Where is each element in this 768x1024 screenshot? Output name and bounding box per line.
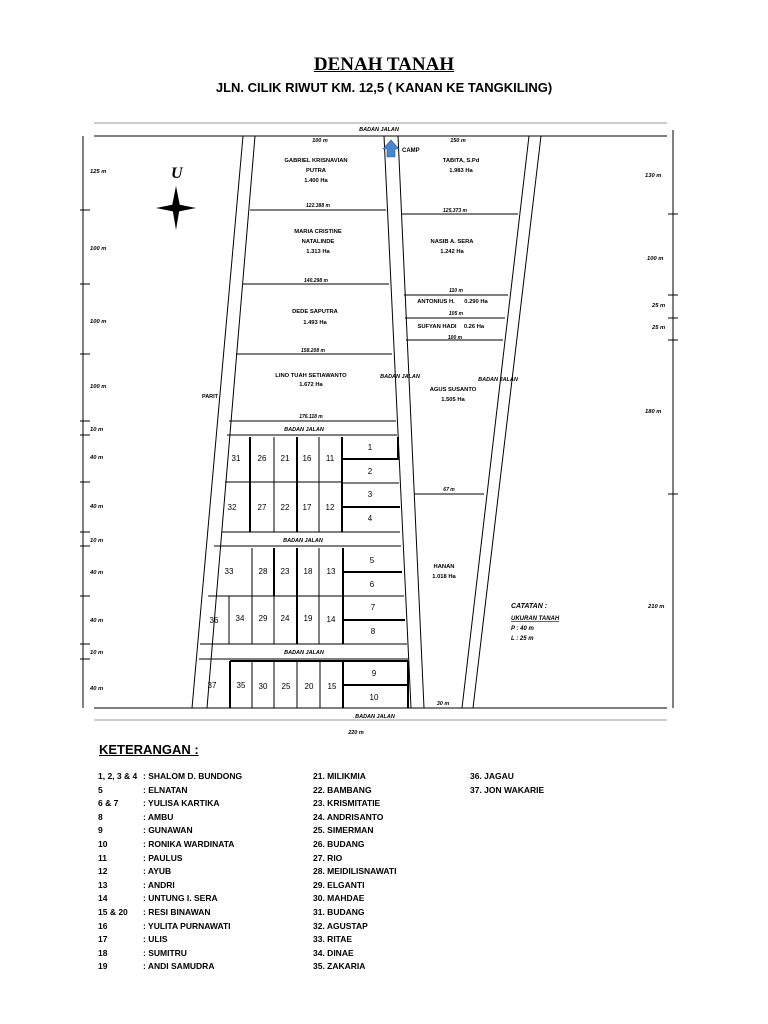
parcel-r4-bottom: 100 m xyxy=(447,335,463,341)
legend-item: 8 : AMBU xyxy=(98,811,174,822)
middle-road-label: BADAN JALAN xyxy=(380,374,420,380)
right-road-label: BADAN JALAN xyxy=(478,377,518,383)
parcel-l4-bottom: 176.118 m xyxy=(299,414,323,420)
legend-title: KETERANGAN : xyxy=(99,742,199,757)
lot-13: 13 xyxy=(326,567,336,576)
left-dimension: 10 m xyxy=(90,427,104,433)
left-dimension: 100 m xyxy=(90,319,107,325)
right-dimension: 210 m xyxy=(648,604,665,610)
lot-22: 22 xyxy=(280,503,290,512)
legend-item: 22. BAMBANG xyxy=(313,784,372,795)
parcel-l1-name2: PUTRA xyxy=(306,168,326,174)
legend-item: 32. AGUSTAP xyxy=(313,920,368,931)
legend-item: 9 : GUNAWAN xyxy=(98,825,193,836)
lot-7: 7 xyxy=(370,603,376,612)
lot-12: 12 xyxy=(325,503,335,512)
right-dimension: 25 m xyxy=(652,303,666,309)
left-dimension: 40 m xyxy=(90,686,104,692)
legend-item: 26. BUDANG xyxy=(313,838,365,849)
parcel-l2-area: 1.313 Ha xyxy=(306,249,330,255)
left-dimension: 40 m xyxy=(90,570,104,576)
parcel-l1-area: 1.400 Ha xyxy=(304,178,328,184)
parcel-r5-name: AGUS SUSANTO xyxy=(429,387,477,393)
lot-3: 3 xyxy=(367,490,373,499)
inner-road-label-1: BADAN JALAN xyxy=(284,427,324,433)
lot-23: 23 xyxy=(280,567,290,576)
left-dimension: 100 m xyxy=(90,246,107,252)
lot-29: 29 xyxy=(258,614,268,623)
parcel-r3-name: ANTONIUS H. xyxy=(417,299,455,305)
parcel-r1-area: 1.983 Ha xyxy=(449,168,473,174)
catatan-p: P : 40 m xyxy=(511,626,534,632)
legend-item: 17 : ULIS xyxy=(98,934,168,945)
lot-9: 9 xyxy=(371,669,377,678)
lot-6: 6 xyxy=(369,580,375,589)
legend-item: 11 : PAULUS xyxy=(98,852,183,863)
legend-item: 33. RITAE xyxy=(313,934,353,945)
lot-24: 24 xyxy=(280,614,290,623)
parcel-l2-name2: NATALINDE xyxy=(301,239,335,245)
inner-road-label-2: BADAN JALAN xyxy=(283,538,323,544)
parit-label: PARIT xyxy=(201,394,219,400)
legend-item: 28. MEIDILISNAWATI xyxy=(313,866,397,877)
legend-item: 35. ZAKARIA xyxy=(313,961,366,972)
lot-36: 36 xyxy=(209,616,219,625)
top-road-label: BADAN JALAN xyxy=(359,127,399,133)
right-dimension: 130 m xyxy=(645,173,662,179)
bottom-right-width: 30 m xyxy=(436,701,450,707)
legend-column-2 xyxy=(313,770,396,974)
bottom-total-width: 220 m xyxy=(348,730,364,736)
lot-26: 26 xyxy=(257,454,267,463)
lot-5: 5 xyxy=(369,556,375,565)
legend-item: 30. MAHDAE xyxy=(313,893,365,904)
left-dimension: 40 m xyxy=(90,455,104,461)
top-right-width: 150 m xyxy=(450,138,466,144)
page-title: DENAH TANAH xyxy=(313,54,455,75)
legend-item: 29. ELGANTI xyxy=(313,879,365,890)
lot-20: 20 xyxy=(304,682,314,691)
lot-30: 30 xyxy=(258,682,268,691)
lot-4: 4 xyxy=(367,514,373,523)
parcel-r5-area: 1.505 Ha xyxy=(441,397,465,403)
parcel-r6-name: HANAN xyxy=(433,564,455,570)
parcel-r1-bottom: 125.373 m xyxy=(443,208,467,214)
legend-item: 1, 2, 3 & 4 : SHALOM D. BUNDONG xyxy=(98,771,243,781)
page-subtitle: JLN. CILIK RIWUT KM. 12,5 ( KANAN KE TANGKILING) xyxy=(215,80,553,95)
legend-item: 36. JAGAU xyxy=(470,771,514,781)
legend-item: 25. SIMERMAN xyxy=(313,825,374,836)
legend-item: 5 : ELNATAN xyxy=(98,784,188,795)
legend-item: 13 : ANDRI xyxy=(98,879,175,890)
north-label: U xyxy=(171,165,183,182)
parcel-l4-area: 1.672 Ha xyxy=(299,382,323,388)
lot-35: 35 xyxy=(236,681,246,690)
legend-item: 10 : RONIKA WARDINATA xyxy=(98,838,235,849)
legend-item: 16 : YULITA PURNAWATI xyxy=(98,920,231,931)
camp-arrow-icon xyxy=(383,140,399,157)
legend-item: 34. DINAE xyxy=(313,947,354,958)
left-dimension: 125 m xyxy=(90,169,107,175)
legend-column-3 xyxy=(470,770,544,797)
parcel-l3-area: 1.493 Ha xyxy=(303,320,327,326)
parcel-r3-area: 0.290 Ha xyxy=(464,299,488,305)
legend-item: 23. KRISMITATIE xyxy=(313,798,381,809)
catatan-title: CATATAN : xyxy=(511,603,548,610)
lot-27: 27 xyxy=(257,503,267,512)
parcel-r3-bottom: 105 m xyxy=(448,311,464,317)
right-dimension: 25 m xyxy=(652,325,666,331)
lot-25: 25 xyxy=(281,682,291,691)
left-dimension: 10 m xyxy=(90,650,104,656)
left-dimension: 40 m xyxy=(90,504,104,510)
parcel-l4-name1: LINO TUAH SETIAWANTO xyxy=(275,373,347,379)
lot-1: 1 xyxy=(367,443,373,452)
lot-8: 8 xyxy=(370,627,376,636)
parcel-r2-bottom: 110 m xyxy=(449,288,463,294)
lot-2: 2 xyxy=(367,467,373,476)
parcel-r1-name: TABITA, S.Pd xyxy=(442,158,480,164)
legend-item: 31. BUDANG xyxy=(313,906,365,917)
lot-10: 10 xyxy=(369,693,379,702)
legend-item: 6 & 7 : YULISA KARTIKA xyxy=(98,798,220,809)
parcel-l3-name1: DEDE SAPUTRA xyxy=(292,309,338,315)
bottom-road-label: BADAN JALAN xyxy=(355,714,395,720)
lot-14: 14 xyxy=(326,615,336,624)
lot-18: 18 xyxy=(303,567,313,576)
parcel-r4-name: SUFYAN HADI xyxy=(417,324,457,330)
lot-33: 33 xyxy=(224,567,234,576)
lot-32: 32 xyxy=(227,503,237,512)
top-left-width: 100 m xyxy=(312,138,328,144)
lot-19: 19 xyxy=(303,614,313,623)
legend-item: 12 : AYUB xyxy=(98,866,172,877)
lot-16: 16 xyxy=(302,454,312,463)
parcel-r5-bottom: 67 m xyxy=(443,487,455,493)
parcel-r6-area: 1.018 Ha xyxy=(432,574,456,580)
legend-item: 21. MILIKMIA xyxy=(313,771,366,781)
camp-label: CAMP xyxy=(402,148,420,154)
legend-item: 37. JON WAKARIE xyxy=(470,784,545,795)
parcel-r4-area: 0.26 Ha xyxy=(463,324,485,330)
lot-21: 21 xyxy=(280,454,290,463)
parcel-l1-name1: GABRIEL KRISNAVIAN xyxy=(284,158,348,164)
legend-item: 24. ANDRISANTO xyxy=(313,811,384,822)
left-dimension: 10 m xyxy=(90,538,104,544)
lot-15: 15 xyxy=(327,682,337,691)
legend-item: 19 : ANDI SAMUDRA xyxy=(98,961,215,972)
legend-item: 18 : SUMITRU xyxy=(98,947,187,958)
legend-item: 15 & 20 : RESI BINAWAN xyxy=(98,906,211,917)
parcel-l2-name1: MARIA CRISTINE xyxy=(294,229,342,235)
parcel-l1-bottom: 122.388 m xyxy=(306,203,330,209)
legend-column-1 xyxy=(98,770,242,974)
parcel-l2-bottom: 140.298 m xyxy=(304,278,328,284)
lot-28: 28 xyxy=(258,567,268,576)
catatan-l: L : 25 m xyxy=(511,636,534,642)
lot-31: 31 xyxy=(231,454,241,463)
right-dimension: 100 m xyxy=(647,256,664,262)
lot-11: 11 xyxy=(325,454,335,463)
parcel-r2-area: 1.242 Ha xyxy=(440,249,464,255)
left-dimension: 40 m xyxy=(90,618,104,624)
legend-item: 27. RIO xyxy=(313,852,343,863)
lot-34: 34 xyxy=(235,614,245,623)
parcel-r2-name: NASIB A. SERA xyxy=(430,239,474,245)
inner-road-label-3: BADAN JALAN xyxy=(284,650,324,656)
right-dimension: 180 m xyxy=(645,409,662,415)
lot-17: 17 xyxy=(302,503,312,512)
parcel-l3-bottom: 158.208 m xyxy=(301,348,325,354)
legend-item: 14 : UNTUNG I. SERA xyxy=(98,893,218,904)
lot-37: 37 xyxy=(207,681,217,690)
north-compass-icon xyxy=(156,186,196,230)
catatan-sub: UKURAN TANAH xyxy=(511,616,560,622)
left-dimension: 100 m xyxy=(90,384,107,390)
